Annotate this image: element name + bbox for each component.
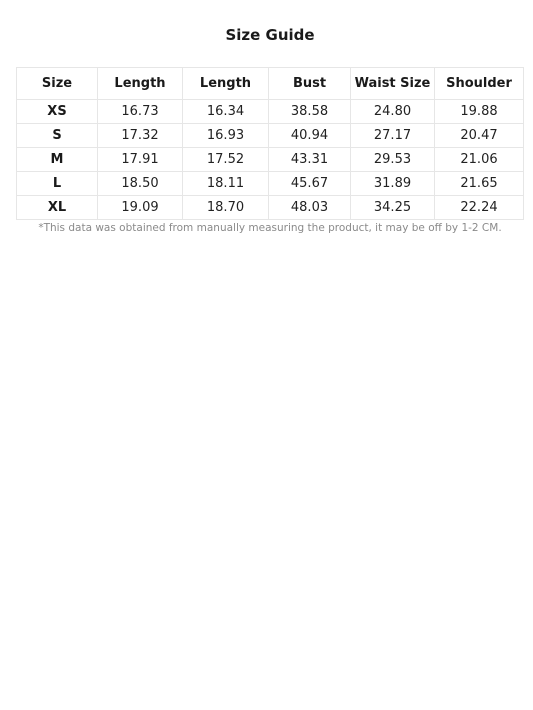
header-bust: Bust bbox=[269, 68, 351, 100]
header-size: Size bbox=[17, 68, 98, 100]
length-2-cell: 18.70 bbox=[183, 196, 269, 220]
table-row bbox=[17, 172, 524, 196]
length-2-cell: 17.52 bbox=[183, 148, 269, 172]
shoulder-cell: 22.24 bbox=[435, 196, 524, 220]
bust-cell: 40.94 bbox=[269, 124, 351, 148]
size-cell: S bbox=[17, 124, 98, 148]
length-2-cell: 16.34 bbox=[183, 100, 269, 124]
length-cell: 16.73 bbox=[98, 100, 183, 124]
length-cell: 18.50 bbox=[98, 172, 183, 196]
table-row bbox=[17, 100, 524, 124]
bust-cell: 48.03 bbox=[269, 196, 351, 220]
header-length: Length bbox=[98, 68, 183, 100]
table-row bbox=[17, 124, 524, 148]
waist-size-cell: 27.17 bbox=[351, 124, 435, 148]
length-cell: 19.09 bbox=[98, 196, 183, 220]
waist-size-cell: 24.80 bbox=[351, 100, 435, 124]
shoulder-cell: 21.65 bbox=[435, 172, 524, 196]
table-header-row bbox=[17, 68, 524, 100]
shoulder-cell: 19.88 bbox=[435, 100, 524, 124]
page-title: Size Guide bbox=[225, 26, 315, 44]
size-cell: M bbox=[17, 148, 98, 172]
size-cell: XL bbox=[17, 196, 98, 220]
header-shoulder: Shoulder bbox=[435, 68, 524, 100]
length-2-cell: 18.11 bbox=[183, 172, 269, 196]
size-cell: L bbox=[17, 172, 98, 196]
measurement-note: *This data was obtained from manually measuring the product, it may be off by 1-2 CM. bbox=[38, 222, 502, 234]
length-cell: 17.91 bbox=[98, 148, 183, 172]
table-row bbox=[17, 148, 524, 172]
bust-cell: 45.67 bbox=[269, 172, 351, 196]
table-row bbox=[17, 196, 524, 220]
header-waist-size: Waist Size bbox=[351, 68, 435, 100]
waist-size-cell: 34.25 bbox=[351, 196, 435, 220]
waist-size-cell: 29.53 bbox=[351, 148, 435, 172]
header-length-2: Length bbox=[183, 68, 269, 100]
length-cell: 17.32 bbox=[98, 124, 183, 148]
shoulder-cell: 20.47 bbox=[435, 124, 524, 148]
size-guide-table bbox=[16, 67, 524, 220]
length-2-cell: 16.93 bbox=[183, 124, 269, 148]
size-cell: XS bbox=[17, 100, 98, 124]
bust-cell: 38.58 bbox=[269, 100, 351, 124]
shoulder-cell: 21.06 bbox=[435, 148, 524, 172]
waist-size-cell: 31.89 bbox=[351, 172, 435, 196]
bust-cell: 43.31 bbox=[269, 148, 351, 172]
